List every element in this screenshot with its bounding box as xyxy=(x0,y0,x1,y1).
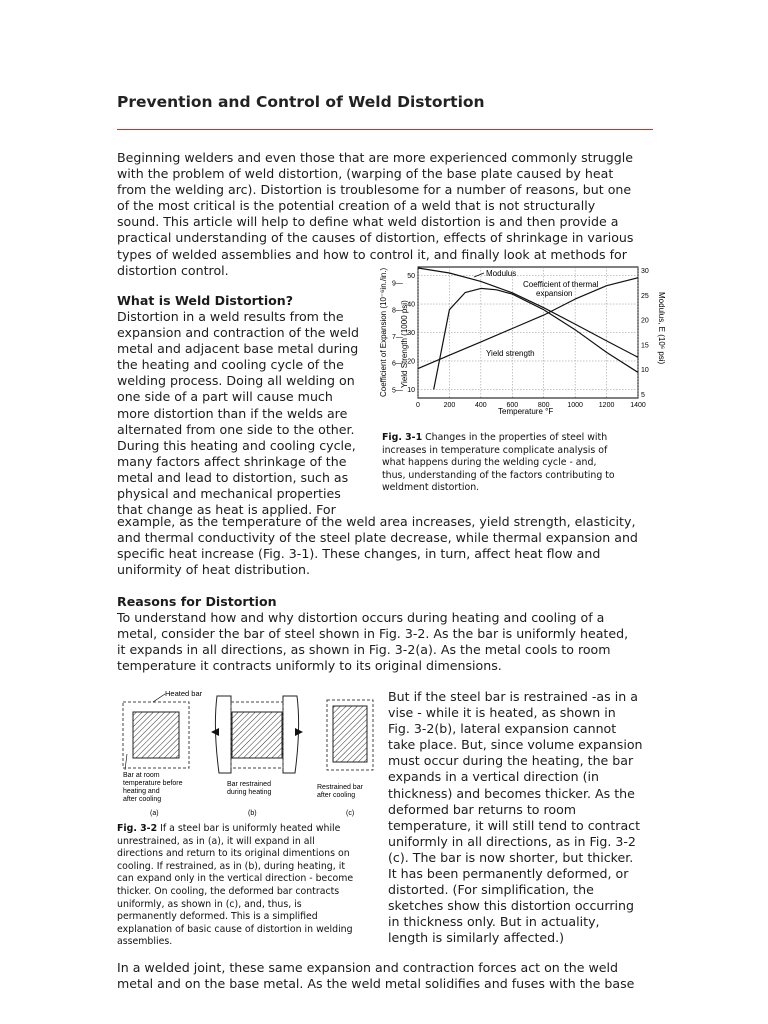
left-inner-tick-label: 20 xyxy=(407,358,415,366)
right-tick-label: 25 xyxy=(641,292,649,300)
body-line: in thickness only. But in actuality, xyxy=(388,914,600,930)
annotation-modulus-leader xyxy=(474,273,484,277)
intro-line: distortion control. xyxy=(117,262,229,278)
intro-line: types of welded assemblies and how to control it, and finally look at methods for xyxy=(117,246,627,262)
body-line: the heating and cooling cycle of the xyxy=(117,357,344,373)
label-a-line: after cooling xyxy=(123,796,162,803)
left-outer-tick-label: 8— xyxy=(392,307,403,315)
section-heading-what-is: What is Weld Distortion? xyxy=(117,293,294,308)
label-b-line: during heating xyxy=(227,789,272,796)
body-line: length is similarly affected.) xyxy=(388,930,565,946)
body-line: alternated from one side to the other. xyxy=(117,421,355,437)
section1-wide-continuation xyxy=(117,514,657,578)
body-line: uniformity of heat distribution. xyxy=(117,562,311,578)
tick-layer xyxy=(392,268,649,409)
section2-bottom xyxy=(117,960,662,992)
x-tick-label: 1200 xyxy=(598,402,615,409)
intro-line: from the welding arc). Distortion is troublesome for a number of reasons, but one xyxy=(117,182,632,198)
body-line: must occur during the heating, the bar xyxy=(388,753,634,769)
body-line: uniformly in all directions, as in Fig. 3-2 xyxy=(388,833,636,849)
x-tick-label: 1000 xyxy=(567,402,583,409)
caption-label: Fig. 3-1 xyxy=(382,432,423,443)
label-a-line: Bar at room xyxy=(123,772,160,779)
label-c-line: after cooling xyxy=(317,792,356,799)
title-divider xyxy=(117,129,653,130)
body-line: one side of a part will cause much xyxy=(117,389,333,405)
left-inner-tick-label: 30 xyxy=(407,330,415,337)
caption-label: Fig. 3-2 xyxy=(117,823,158,834)
body-line: metal and on the base metal. As the weld metal solidifies and fuses with the base xyxy=(117,976,635,992)
left-outer-tick-label: 5— xyxy=(392,387,403,395)
caption-line: directions and return to its original dimentions on xyxy=(117,848,350,860)
caption-line: thicker. On cooling, the deformed bar contracts xyxy=(117,885,340,897)
body-line: During this heating and cooling cycle, xyxy=(117,437,356,453)
body-line: Distortion in a weld results from the xyxy=(117,309,344,324)
x-tick-label: 600 xyxy=(506,402,519,409)
left-inner-tick-label: 10 xyxy=(407,386,415,394)
body-line: (c). The bar is now shorter, but thicker. xyxy=(388,849,634,865)
x-tick-label: 1400 xyxy=(630,402,646,409)
caption-line: Changes in the properties of steel with xyxy=(425,432,608,443)
intro-line: Beginning welders and even those that are more experienced commonly struggle xyxy=(117,150,633,165)
label-a-line: heating and xyxy=(123,788,160,795)
left-outer-tick-label: 9— xyxy=(392,280,403,288)
x-axis-label: Temperature °F xyxy=(498,407,554,416)
caption-line: thus, understanding of the factors contributing to xyxy=(382,469,615,481)
body-line: it expands in all directions, as shown in Fig. 3-2(a). As the metal cools to room xyxy=(117,642,611,658)
caption-line: increases in temperature complicate analysis of xyxy=(382,444,608,456)
caption-line: permanently deformed. This is a simplified xyxy=(117,911,318,923)
bar-a xyxy=(133,712,179,758)
body-line: welding process. Doing all welding on xyxy=(117,373,355,389)
caption-line: assemblies. xyxy=(117,936,173,948)
left-inner-axis-label: Yield Strength (1000 psi) xyxy=(400,300,409,388)
body-line: more distortion than if the welds are xyxy=(117,405,348,421)
body-line: distorted. (For simplification, the xyxy=(388,882,594,898)
intro-line: of the most critical is the potential creation of a weld that is not structurally xyxy=(117,198,596,214)
fig-3-1-chart xyxy=(378,260,666,420)
body-line: that change as heat is applied. For xyxy=(117,502,336,518)
label-c-line: Restrained bar xyxy=(317,784,363,791)
label-a-line: temperature before xyxy=(123,780,183,787)
fig-3-2-caption xyxy=(117,823,382,949)
section2-right-column xyxy=(388,689,660,947)
body-line: expansion and contraction of the weld xyxy=(117,325,359,341)
body-line: deformed bar returns to room xyxy=(388,801,577,817)
right-tick-label: 10 xyxy=(641,367,649,375)
section1-narrow-column xyxy=(117,309,377,518)
body-line: sketches show this distortion occurring xyxy=(388,898,634,914)
body-line: temperature it contracts uniformly to its original dimensions. xyxy=(117,658,502,674)
annotation-yield: Yield strength xyxy=(486,349,535,358)
right-tick-label: 15 xyxy=(641,342,649,350)
fig-3-2-diagram xyxy=(115,688,385,820)
bar-b xyxy=(232,712,282,758)
intro-line: sound. This article will help to define what weld distortion is and then provide a xyxy=(117,214,619,230)
caption-line: uniformly, as shown in (c), and, thus, is xyxy=(117,898,302,910)
body-line: many factors affect shrinkage of the xyxy=(117,453,347,469)
body-line: In a welded joint, these same expansion and contraction forces act on the weld xyxy=(117,960,618,975)
right-tick-label: 20 xyxy=(641,317,649,325)
body-line: metal, consider the bar of steel shown in Fig. 3-2. As the bar is uniformly heated, xyxy=(117,626,629,642)
body-line: specific heat increase (Fig. 3-1). These changes, in turn, affect heat flow and xyxy=(117,546,601,562)
label-a: (a) xyxy=(150,810,159,817)
left-outer-tick-label: 6— xyxy=(392,360,403,368)
body-line: and thermal conductivity of the steel plate decrease, while thermal expansion and xyxy=(117,530,638,546)
body-line: metal and adjacent base metal during xyxy=(117,341,359,357)
body-line: temperature, it will still tend to contract xyxy=(388,817,641,833)
left-inner-tick-label: 40 xyxy=(407,301,415,309)
left-outer-axis-label: Coefficient of Expansion (10⁻⁶in./in.) xyxy=(379,267,388,397)
caption-line: weldment distortion. xyxy=(382,482,480,494)
label-b: (b) xyxy=(248,810,257,817)
caption-line: explanation of basic cause of distortion in welding xyxy=(117,923,353,935)
fig-3-1-caption xyxy=(382,432,647,495)
x-tick-label: 0 xyxy=(416,402,420,409)
body-line: take place. But, since volume expansion xyxy=(388,737,643,753)
body-line: Fig. 3-2(b), lateral expansion cannot xyxy=(388,721,617,737)
body-line: vise - while it is heated, as shown in xyxy=(388,705,616,721)
annotation-modulus: Modulus xyxy=(486,269,517,278)
body-line: To understand how and why distortion occurs during heating and cooling of a xyxy=(117,610,605,625)
x-tick-label: 400 xyxy=(475,402,487,409)
body-line: physical and mechanical properties xyxy=(117,486,341,502)
caption-line: unrestrained, as in (a), it will expand in all xyxy=(117,835,315,847)
bar-c xyxy=(333,706,367,762)
body-line: example, as the temperature of the weld area increases, yield strength, elasticity, xyxy=(117,514,636,529)
body-line: It has been permanently deformed, or xyxy=(388,866,629,882)
caption-line: cooling. If restrained, as in (b), during heating, it xyxy=(117,860,345,872)
body-line: expands in a vertical direction (in xyxy=(388,769,599,785)
body-line: metal and lead to distortion, such as xyxy=(117,469,349,485)
right-tick-label: 30 xyxy=(641,267,649,275)
body-line: thickness) and becomes thicker. As the xyxy=(388,785,635,801)
right-tick-label: 5 xyxy=(641,392,645,400)
body-line: But if the steel bar is restrained -as in a xyxy=(388,689,638,704)
right-axis-label: Modulus, E (10⁶ psi) xyxy=(657,292,666,365)
x-tick-label: 800 xyxy=(537,402,550,409)
caption-line: If a steel bar is uniformly heated while xyxy=(160,823,341,834)
intro-line: practical understanding of the causes of distortion, effects of shrinkage in various xyxy=(117,230,634,246)
left-outer-tick-label: 7— xyxy=(392,334,403,342)
label-heated-bar: Heated bar xyxy=(165,689,203,698)
section-heading-reasons: Reasons for Distortion xyxy=(117,594,277,609)
annotation-cte: Coefficient of thermal xyxy=(523,280,599,289)
intro-line: with the problem of weld distortion, (warping of the base plate caused by heat xyxy=(117,166,614,182)
page-title: Prevention and Control of Weld Distortion xyxy=(117,93,485,111)
left-inner-tick-label: 50 xyxy=(407,273,415,281)
label-c: (c) xyxy=(346,810,355,817)
section2-intro xyxy=(117,610,657,674)
label-b-line: Bar restrained xyxy=(227,781,271,788)
x-tick-label: 200 xyxy=(443,402,456,409)
annotation-cte-2: expansion xyxy=(536,289,573,298)
caption-line: what happens during the welding cycle - and, xyxy=(382,457,597,469)
caption-line: can expand only in the vertical direction - become xyxy=(117,873,354,885)
